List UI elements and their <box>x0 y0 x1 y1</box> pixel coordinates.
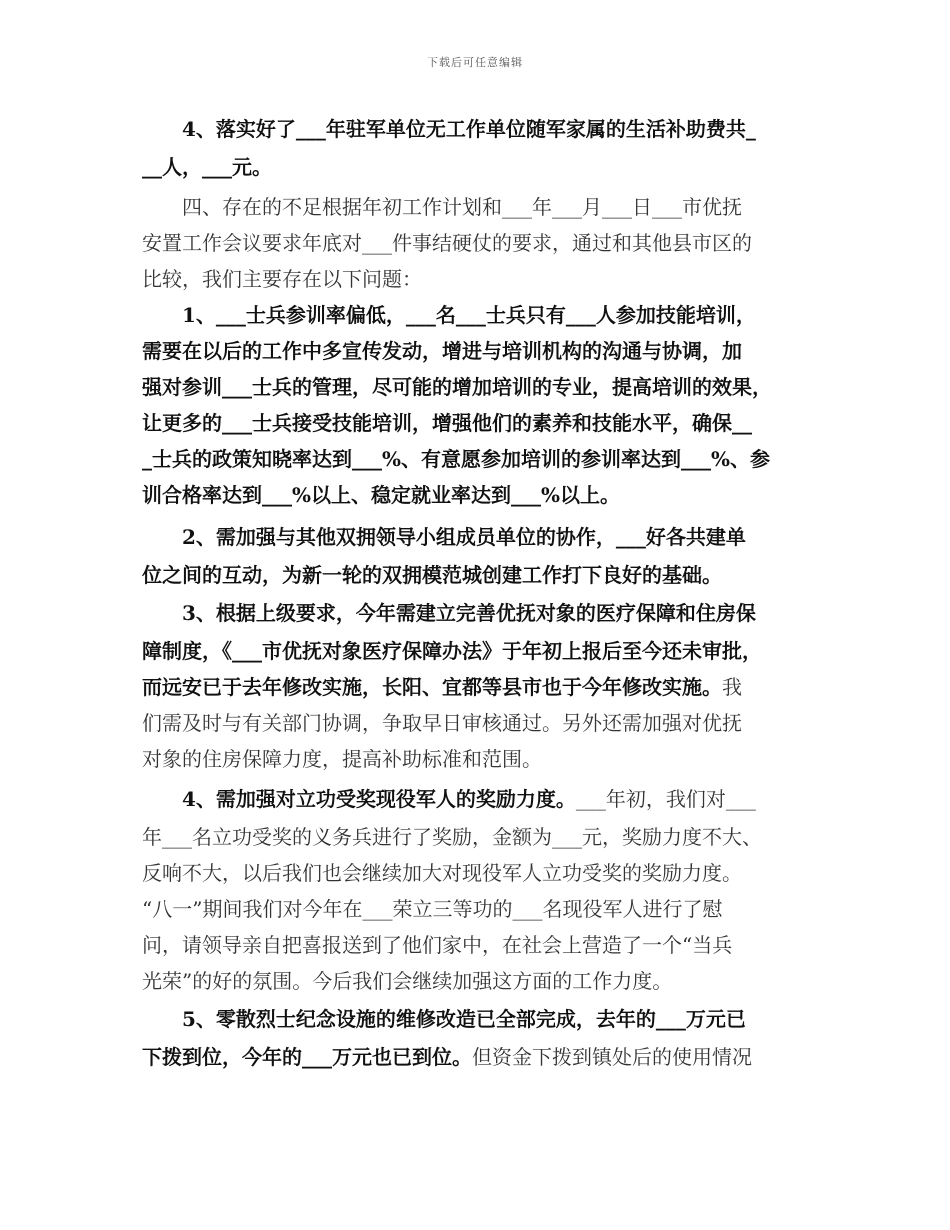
text-line <box>142 856 822 890</box>
text-line <box>142 150 822 184</box>
text-line <box>142 634 822 668</box>
text-line <box>142 928 822 962</box>
text-line-content: 2、需加强与其他双拥领导小组成员单位的协作，___好各共建单 <box>142 525 746 549</box>
text-line-content: “八一”期间我们对今年在___荣立三等功的___名现役军人进行了慰 <box>142 897 723 921</box>
text-line-tail: ___年初，我们对___ <box>575 787 756 811</box>
text-line <box>142 964 822 998</box>
text-line <box>142 558 822 592</box>
text-line-content: 光荣”的好的氛围。今后我们会继续加强这方面的工作力度。 <box>142 969 673 993</box>
text-line-content: 强对参训___士兵的管理，尽可能的增加培训的专业，提高培训的效果， <box>142 375 772 399</box>
text-line-content: 年___名立功受奖的义务兵进行了奖励，金额为___元，奖励力度不大、 <box>142 825 762 849</box>
text-line <box>142 370 822 404</box>
text-line <box>142 226 822 260</box>
text-line-content: 而远安已于去年修改实施，长阳、宜都等县市也于今年修改实施。 <box>142 675 722 699</box>
text-line <box>142 478 822 512</box>
text-line-content: _士兵的政策知晓率达到___%、有意愿参加培训的参训率达到___%、参 <box>142 447 771 471</box>
text-line <box>142 262 822 296</box>
text-line <box>142 892 822 926</box>
text-line <box>142 782 822 816</box>
text-line-tail: 我 <box>722 675 742 699</box>
text-line-content: 们需及时与有关部门协调，争取早日审核通过。另外还需加强对优抚 <box>142 711 742 735</box>
text-line-content: 下拨到位，今年的___万元也已到位。 <box>142 1045 472 1069</box>
text-line-tail: 但资金下拨到镇处后的使用情况 <box>472 1045 752 1069</box>
text-line-content: 安置工作会议要求年底对___件事结硬仗的要求，通过和其他县市区的 <box>142 231 752 255</box>
text-line-content: 对象的住房保障力度，提高补助标准和范围。 <box>142 747 542 771</box>
page-header: 下载后可任意编辑 <box>427 56 523 69</box>
text-line <box>142 520 822 554</box>
text-line-content: 训合格率达到___%以上、稳定就业率达到___%以上。 <box>142 483 621 507</box>
text-line-content: 障制度，《___市优抚对象医疗保障办法》于年初上报后至今还未审批， <box>142 639 762 663</box>
text-line-content: 4、落实好了___年驻军单位无工作单位随军家属的生活补助费共_ <box>142 117 756 141</box>
text-line-content: 位之间的互动，为新一轮的双拥模范城创建工作打下良好的基础。 <box>142 563 722 587</box>
text-line <box>142 112 822 146</box>
text-line-content: 3、根据上级要求，今年需建立完善优抚对象的医疗保障和住房保 <box>142 601 756 625</box>
text-line-content: 4、需加强对立功受奖现役军人的奖励力度。 <box>142 787 576 811</box>
text-line <box>142 596 822 630</box>
text-line <box>142 334 822 368</box>
text-line <box>142 820 822 854</box>
text-line <box>142 706 822 740</box>
text-line-content: 5、零散烈士纪念设施的维修改造已全部完成，去年的___万元已 <box>142 1007 746 1031</box>
text-line <box>142 190 822 224</box>
text-line-content: 1、___士兵参训率偏低，___名___士兵只有___人参加技能培训， <box>142 303 756 327</box>
text-line <box>142 406 822 440</box>
text-line-content: 需要在以后的工作中多宣传发动，增进与培训机构的沟通与协调，加 <box>142 339 742 363</box>
text-line-content: 比较，我们主要存在以下问题： <box>142 267 422 291</box>
text-line <box>142 742 822 776</box>
text-line <box>142 670 822 704</box>
text-line-content: 让更多的___士兵接受技能培训，增强他们的素养和技能水平，确保__ <box>142 411 752 435</box>
text-line-content: 问，请领导亲自把喜报送到了他们家中，在社会上营造了一个“当兵 <box>142 933 733 957</box>
text-line <box>142 442 822 476</box>
text-line-content: 四、存在的不足根据年初工作计划和___年___月___日___市优抚 <box>142 195 742 219</box>
text-line <box>142 1002 822 1036</box>
text-line-content: __人，___元。 <box>142 155 272 179</box>
text-line <box>142 298 822 332</box>
text-line-content: 反响不大，以后我们也会继续加大对现役军人立功受奖的奖励力度。 <box>142 861 742 885</box>
text-line <box>142 1040 822 1074</box>
